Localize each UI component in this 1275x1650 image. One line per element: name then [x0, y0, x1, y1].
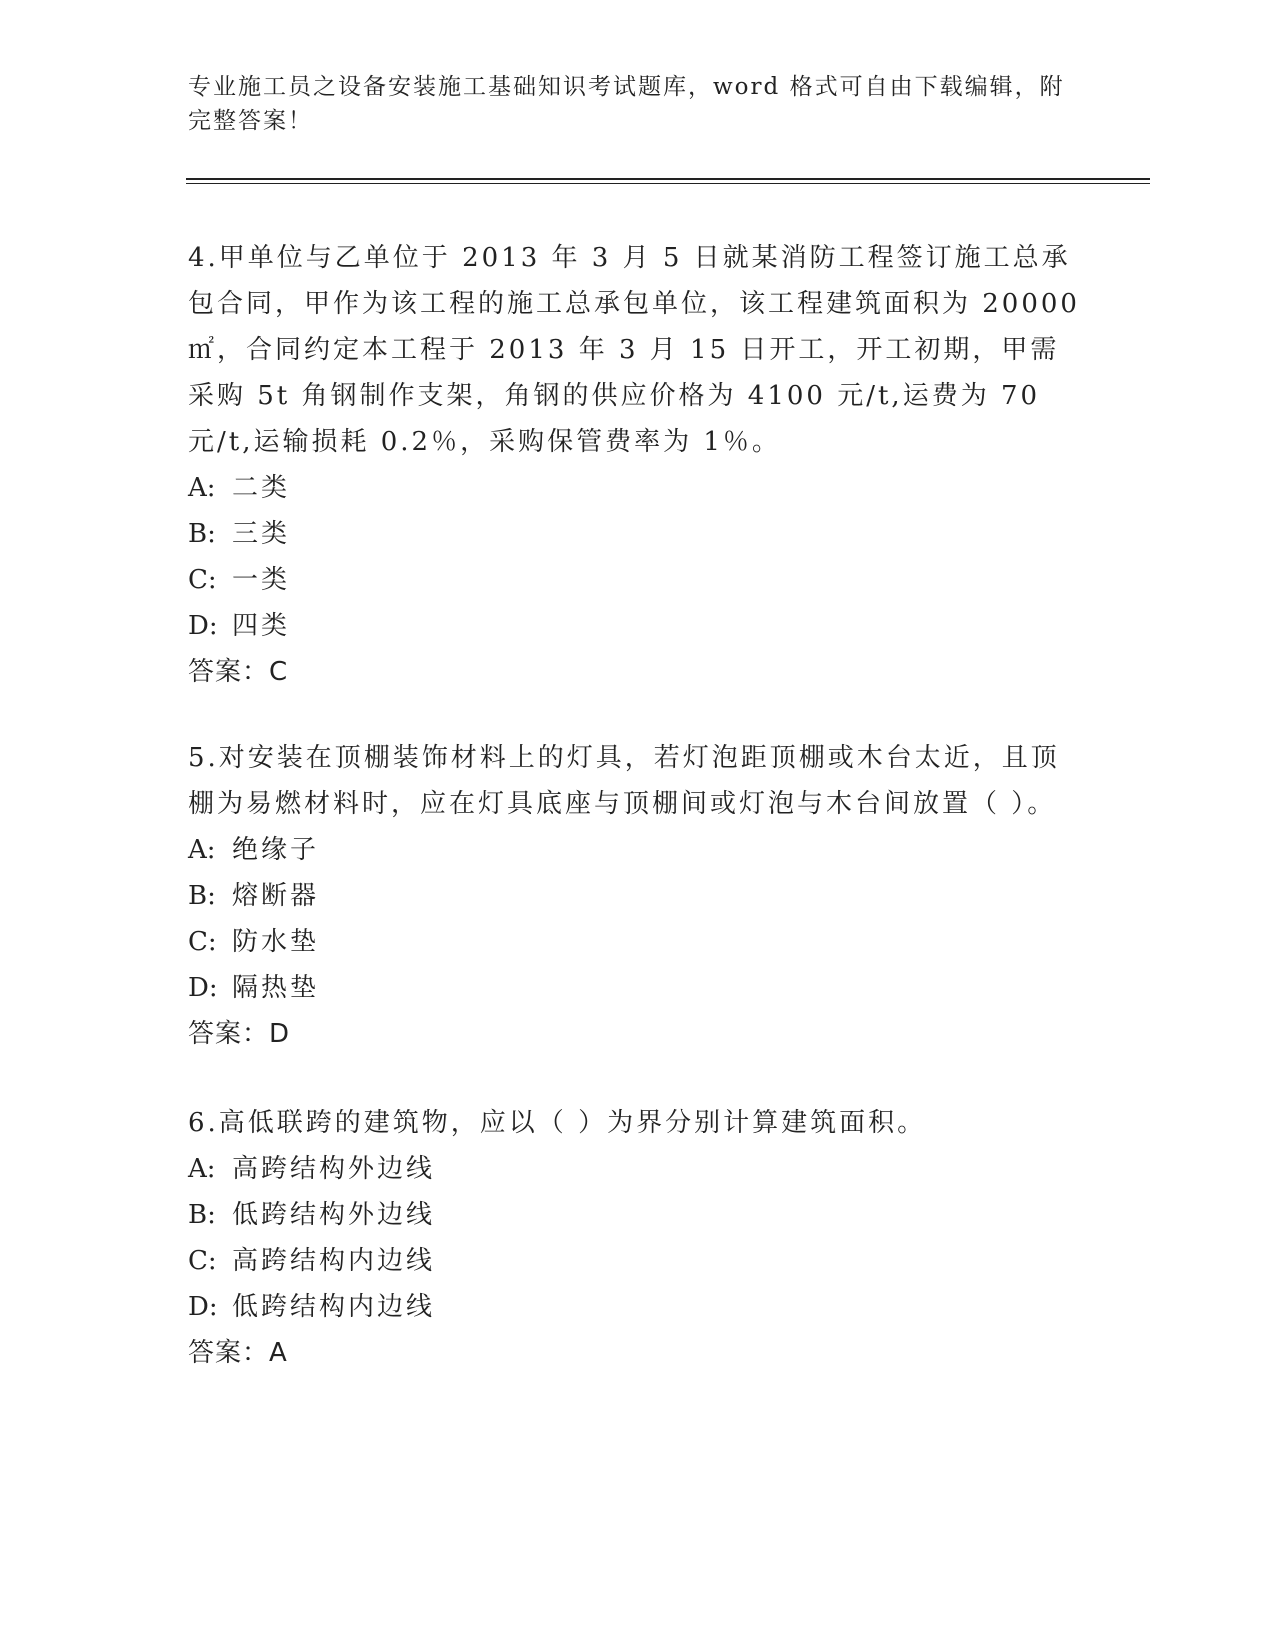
question-6 — [188, 1100, 1088, 1376]
option-b — [188, 1192, 1088, 1238]
question-4 — [188, 235, 1088, 695]
answer-line: 答案：C — [188, 657, 289, 687]
option-b — [188, 511, 1088, 557]
document-header: 专业施工员之设备安装施工基础知识考试题库，word 格式可自由下载编辑，附完整答案！ — [188, 74, 1065, 134]
option-d — [188, 965, 1088, 1011]
option-letter: D: — [188, 611, 218, 641]
option-letter: A: — [188, 835, 216, 865]
question-5 — [188, 735, 1088, 1057]
option-text: 熔断器 — [232, 881, 320, 911]
option-text: 高跨结构外边线 — [232, 1154, 436, 1184]
option-text: 三类 — [232, 519, 291, 549]
option-letter: B: — [188, 1200, 216, 1230]
option-letter: C: — [188, 927, 217, 957]
option-b — [188, 873, 1088, 919]
option-letter: D: — [188, 973, 218, 1003]
answer-line: 答案：D — [188, 1019, 291, 1049]
question-stem: 5.对安装在顶棚装饰材料上的灯具，若灯泡距顶棚或木台太近，且顶棚为易燃材料时，应在灯具底座与顶棚间或灯泡与木台间放置（ ）。 — [188, 743, 1060, 819]
option-c — [188, 919, 1088, 965]
option-text: 四类 — [232, 611, 291, 641]
option-text: 隔热垫 — [232, 973, 320, 1003]
option-letter: B: — [188, 519, 216, 549]
option-c — [188, 1238, 1088, 1284]
option-letter: C: — [188, 1246, 217, 1276]
option-letter: C: — [188, 565, 217, 595]
option-text: 低跨结构外边线 — [232, 1200, 436, 1230]
option-letter: A: — [188, 1154, 216, 1184]
option-a — [188, 827, 1088, 873]
option-text: 一类 — [232, 565, 291, 595]
answer-line: 答案：A — [188, 1338, 288, 1368]
option-letter: B: — [188, 881, 216, 911]
option-d — [188, 1284, 1088, 1330]
option-letter: D: — [188, 1292, 218, 1322]
option-text: 低跨结构内边线 — [232, 1292, 436, 1322]
header-divider-thin — [186, 183, 1150, 184]
question-stem: 4.甲单位与乙单位于 2013 年 3 月 5 日就某消防工程签订施工总承包合同，甲作为该工程的施工总承包单位，该工程建筑面积为 20000㎡，合同约定本工程于 2013 年 3 月 15 日开工，开工初期，甲需采购 5t 角钢制作支架，角钢的供应价格为 4100 元/t,运费为 70 元/t,运输损耗 0.2％，采购保管费率为 1％。 — [188, 243, 1080, 457]
option-letter: A: — [188, 473, 216, 503]
option-text: 二类 — [232, 473, 291, 503]
option-a — [188, 465, 1088, 511]
option-text: 高跨结构内边线 — [232, 1246, 436, 1276]
option-c — [188, 557, 1088, 603]
option-d — [188, 603, 1088, 649]
question-stem: 6.高低联跨的建筑物，应以（ ）为界分别计算建筑面积。 — [188, 1108, 927, 1138]
header-divider-thick — [186, 178, 1150, 180]
option-text: 防水垫 — [232, 927, 320, 957]
option-a — [188, 1146, 1088, 1192]
option-text: 绝缘子 — [232, 835, 320, 865]
